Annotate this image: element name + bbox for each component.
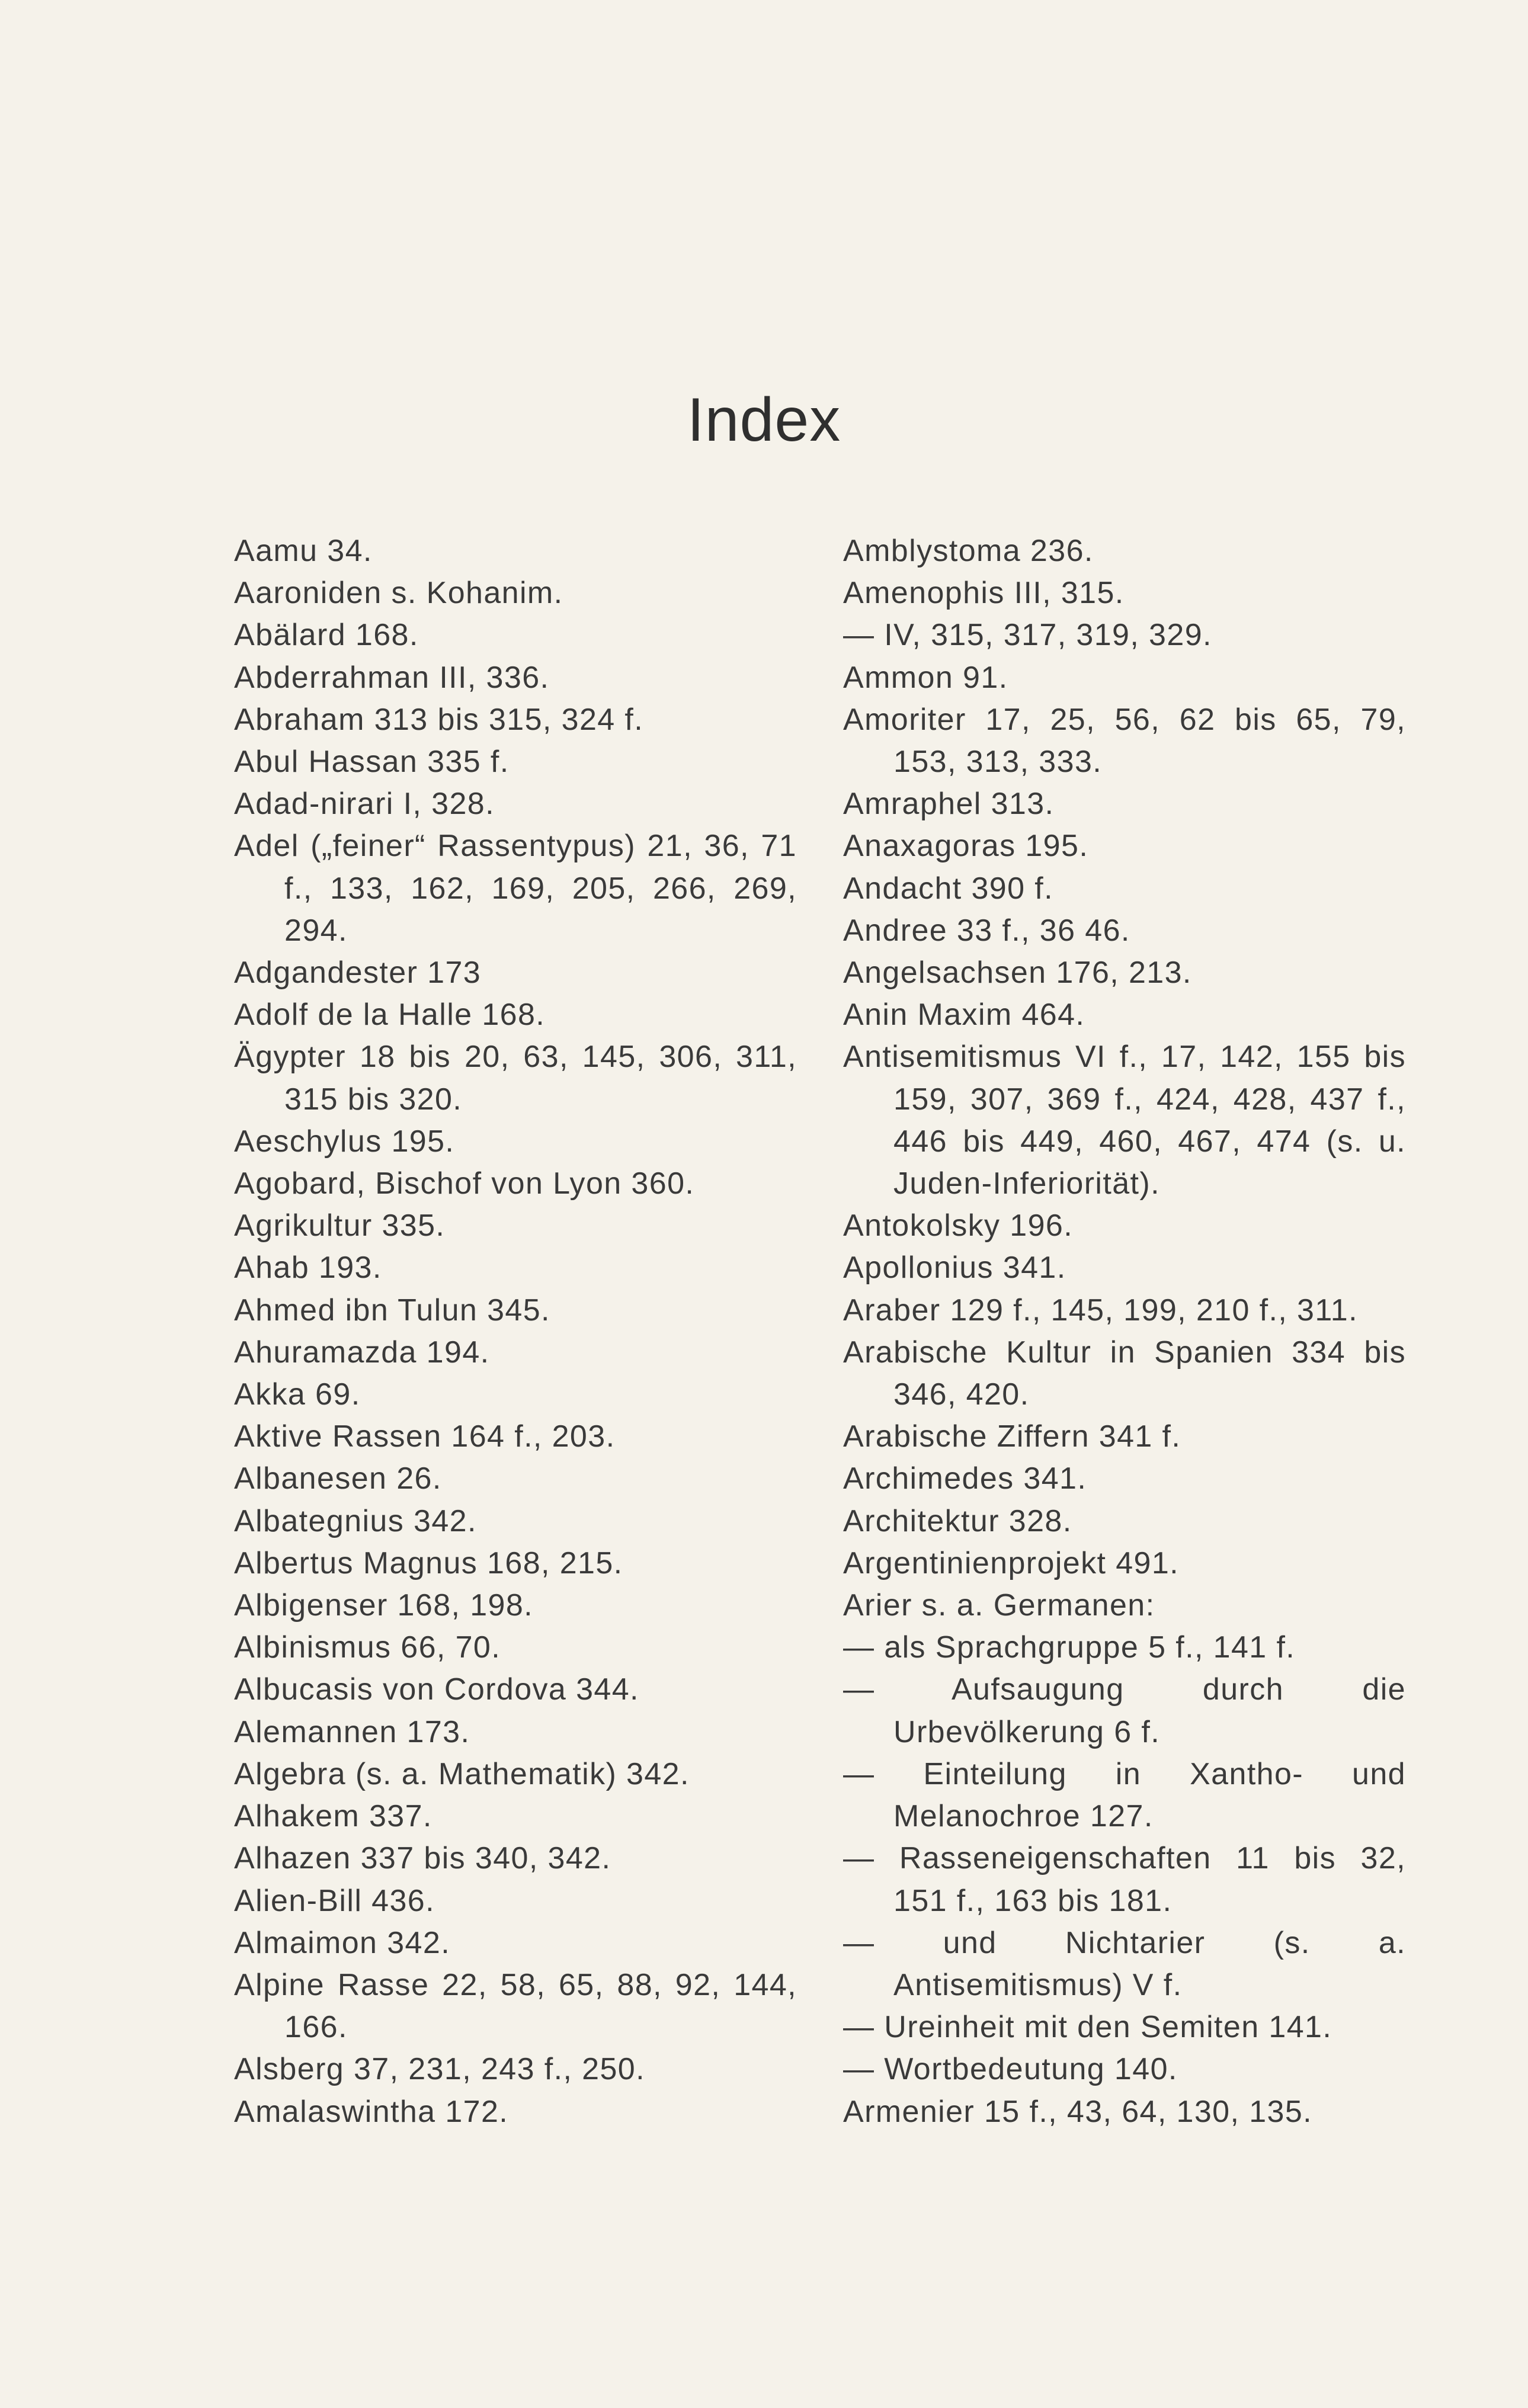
- index-entry: Apollonius 341.: [843, 1251, 1066, 1285]
- index-entry: Angelsachsen 176, 213.: [843, 955, 1192, 990]
- index-entry: Agrikultur 335.: [234, 1208, 446, 1243]
- index-entry: Abderrahman III, 336.: [234, 660, 550, 695]
- index-entry: Algebra (s. a. Mathematik) 342.: [234, 1756, 690, 1791]
- index-entry: Albinismus 66, 70.: [234, 1630, 501, 1665]
- index-entry: Almaimon 342.: [234, 1925, 451, 1960]
- index-entry: — Wortbedeutung 140.: [843, 2052, 1178, 2087]
- index-entry: Antokolsky 196.: [843, 1208, 1074, 1243]
- index-entry: Amoriter 17, 25, 56, 62 bis 65, 79, 153, 313, 333.: [843, 702, 1406, 780]
- index-entry: Araber 129 f., 145, 199, 210 f., 311.: [843, 1293, 1358, 1328]
- index-entry: — IV, 315, 317, 319, 329.: [843, 618, 1212, 653]
- index-entry: Albigenser 168, 198.: [234, 1588, 534, 1623]
- index-entry: Ägypter 18 bis 20, 63, 145, 306, 311, 315 bis 320.: [234, 1040, 797, 1117]
- index-entry: Alsberg 37, 231, 243 f., 250.: [234, 2052, 645, 2087]
- index-entry: Agobard, Bischof von Lyon 360.: [234, 1166, 695, 1201]
- index-entry: Ahuramazda 194.: [234, 1335, 490, 1370]
- index-entry: Antisemitismus VI f., 17, 142, 155 bis 159, 307, 369 f., 424, 428, 437 f., 446 bis 449, 460, 467, 474 (s. u. Juden-Inferiorität).: [843, 1040, 1406, 1201]
- index-entry: Amraphel 313.: [843, 787, 1055, 822]
- index-entry: Alemannen 173.: [234, 1714, 470, 1749]
- index-entry: Alien-Bill 436.: [234, 1883, 435, 1918]
- index-entry: — Rasseneigenschaften 11 bis 32, 151 f., 163 bis 181.: [843, 1841, 1406, 1918]
- index-entry: Ahab 193.: [234, 1251, 382, 1285]
- index-entry: Andree 33 f., 36 46.: [843, 913, 1130, 948]
- page-title: Index: [687, 386, 841, 454]
- index-entry: Arier s. a. Germanen:: [843, 1588, 1155, 1623]
- index-entry: Albertus Magnus 168, 215.: [234, 1546, 623, 1580]
- index-entry: Aaroniden s. Kohanim.: [234, 576, 563, 611]
- index-entry: Adel („feiner“ Rassentypus) 21, 36, 71 f., 133, 162, 169, 205, 266, 269, 294.: [234, 829, 797, 948]
- index-entry: Adolf de la Halle 168.: [234, 998, 546, 1033]
- index-entry: Aktive Rassen 164 f., 203.: [234, 1419, 616, 1454]
- index-entry: Ahmed ibn Tulun 345.: [234, 1293, 550, 1328]
- index-entry: — und Nichtarier (s. a. Antisemitismus) V f.: [843, 1925, 1406, 2002]
- index-entry: Adgandester 173: [234, 955, 482, 990]
- index-entry: Architektur 328.: [843, 1503, 1072, 1538]
- index-entry: Abul Hassan 335 f.: [234, 745, 510, 780]
- index-entry: Aeschylus 195.: [234, 1124, 455, 1159]
- index-entry: Alhakem 337.: [234, 1799, 433, 1834]
- index-entry: — Aufsaugung durch die Urbevölkerung 6 f.: [843, 1672, 1406, 1749]
- index-entry: Alpine Rasse 22, 58, 65, 88, 92, 144, 166.: [234, 1967, 797, 2045]
- index-entry: Ammon 91.: [843, 660, 1008, 695]
- index-entry: Akka 69.: [234, 1377, 361, 1412]
- index-entry: Anin Maxim 464.: [843, 998, 1085, 1033]
- index-entry: Aamu 34.: [234, 534, 373, 568]
- index-entry: Amenophis III, 315.: [843, 576, 1125, 611]
- index-column-right: [843, 530, 1406, 2133]
- index-entry: Abraham 313 bis 315, 324 f.: [234, 702, 644, 737]
- index-entry: Albucasis von Cordova 344.: [234, 1672, 639, 1707]
- index-entry: Arabische Ziffern 341 f.: [843, 1419, 1181, 1454]
- index-entry: Arabische Kultur in Spanien 334 bis 346, 420.: [843, 1335, 1406, 1412]
- index-entry: Alhazen 337 bis 340, 342.: [234, 1841, 611, 1876]
- index-entry: Andacht 390 f.: [843, 871, 1053, 906]
- index-entry: Archimedes 341.: [843, 1461, 1087, 1496]
- index-entry: Amblystoma 236.: [843, 534, 1094, 568]
- index-entry: — Einteilung in Xantho- und Melanochroe 127.: [843, 1756, 1406, 1834]
- index-entry: Albategnius 342.: [234, 1503, 477, 1538]
- index-column-left: [234, 530, 797, 2133]
- index-entry: Albanesen 26.: [234, 1461, 442, 1496]
- index-entry: Amalaswintha 172.: [234, 2094, 509, 2129]
- index-entry: Armenier 15 f., 43, 64, 130, 135.: [843, 2094, 1312, 2129]
- index-entry: Argentinienprojekt 491.: [843, 1546, 1180, 1580]
- index-entry: — als Sprachgruppe 5 f., 141 f.: [843, 1630, 1296, 1665]
- index-entry: Anaxagoras 195.: [843, 829, 1089, 864]
- index-entry: — Ureinheit mit den Semiten 141.: [843, 2010, 1332, 2045]
- index-entry: Abälard 168.: [234, 618, 419, 653]
- index-entry: Adad-nirari I, 328.: [234, 787, 495, 822]
